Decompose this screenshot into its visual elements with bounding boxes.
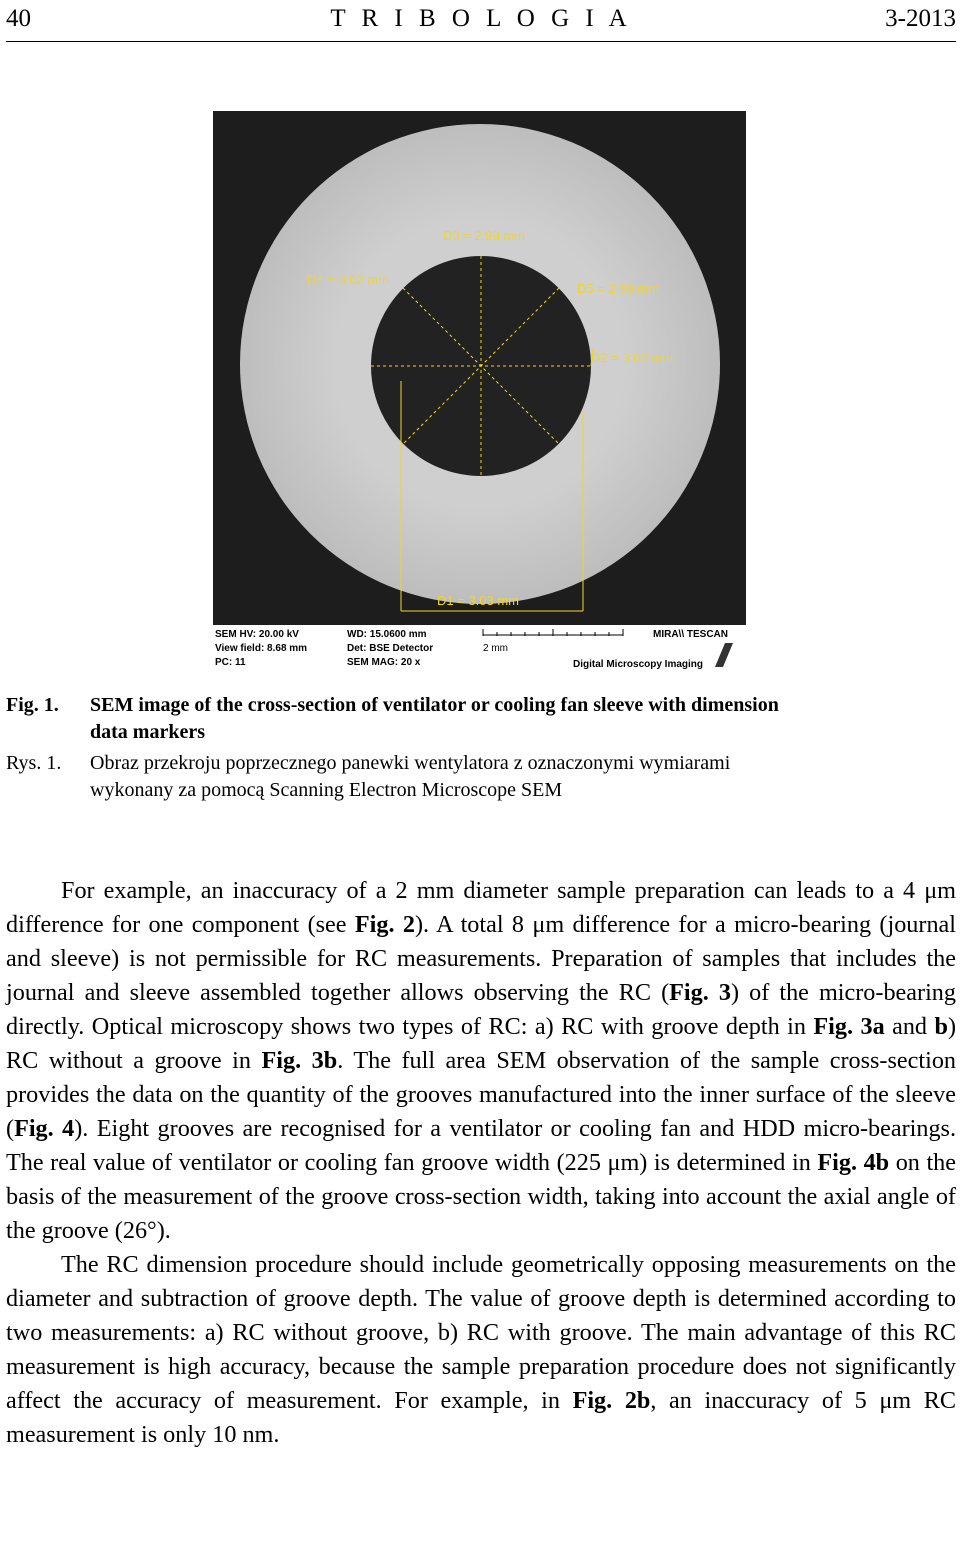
brand-label: MIRA\\ TESCAN bbox=[653, 629, 728, 640]
info-view-field: View field: 8.68 mm bbox=[215, 643, 308, 654]
info-mag: SEM MAG: 20 x bbox=[347, 657, 421, 668]
caption-pl-line1: Obraz przekroju poprzecznego panewki wentylatora z oznaczonymi wymiarami bbox=[90, 752, 731, 774]
header-rule bbox=[6, 41, 956, 42]
label-d5: D5 = 2.99 mm bbox=[577, 281, 660, 296]
caption-en-line1: SEM image of the cross-section of ventilator or cooling fan sleeve with dimension bbox=[90, 694, 779, 716]
info-hv: SEM HV: 20.00 kV bbox=[215, 629, 299, 640]
caption-pl-text bbox=[90, 750, 956, 804]
info-det: Det: BSE Detector bbox=[347, 643, 434, 654]
imaging-label: Digital Microscopy Imaging bbox=[573, 659, 704, 670]
caption-en-text bbox=[90, 692, 956, 746]
scale-label: 2 mm bbox=[483, 643, 508, 654]
sem-image bbox=[213, 111, 746, 671]
info-wd: WD: 15.0600 mm bbox=[347, 629, 427, 640]
page-number: 40 bbox=[6, 5, 31, 32]
paragraph-1: For example, an inaccuracy of a 2 mm diameter sample preparation can leads to a 4 μm difference for one component (see Fig. 2). A total 8 μm difference for a micro-bearing (journal and sleeve) is not permissible for RC measurements. Preparation of samples that includes the journal and sleeve assembled together allows observing the RC (Fig. 3) of the micro-bearing directly. Optical microscopy shows two types of RC: a) RC with groove depth in Fig. 3a and b) RC without a groove in Fig. 3b. The full area SEM observation of the sample cross-section provides the data on the quantity of the grooves manufactured into the inner surface of the sleeve (Fig. 4). Eight grooves are recognised for a ventilator or cooling fan and HDD micro-bearings. The real value of ventilator or cooling fan groove width (225 μm) is determined in Fig. 4b on the basis of the measurement of the groove cross-section width, taking into account the axial angle of the groove (26°). bbox=[6, 877, 957, 1244]
caption-pl-number: Rys. 1. bbox=[6, 752, 62, 774]
label-d4: D4 = 3.02 mm bbox=[307, 272, 390, 287]
info-pc: PC: 11 bbox=[215, 657, 246, 668]
page-header bbox=[6, 0, 956, 44]
label-d2: D2 = 3.02 mm bbox=[591, 350, 674, 365]
label-d3: D3 = 2.99 mm bbox=[443, 228, 526, 243]
journal-title: T R I B O L O G I A bbox=[330, 5, 632, 32]
issue-number: 3-2013 bbox=[885, 5, 956, 32]
caption-en-line2: data markers bbox=[90, 721, 205, 743]
caption-pl-line2: wykonany za pomocą Scanning Electron Microscope SEM bbox=[90, 779, 563, 801]
sem-figure bbox=[213, 111, 746, 671]
label-d1: D1 = 3.03 mm bbox=[437, 593, 520, 608]
body-text bbox=[6, 874, 956, 1452]
caption-en-number: Fig. 1. bbox=[6, 694, 59, 716]
paragraph-2: The RC dimension procedure should include geometrically opposing measurements on the diameter and subtraction of groove depth. The value of groove depth is determined according to two measurements: a) RC without groove, b) RC with groove. The main advantage of this RC measurement is high accuracy, because the sample preparation procedure does not significantly affect the accuracy of measurement. For example, in Fig. 2b, an inaccuracy of 5 μm RC measurement is only 10 nm. bbox=[6, 1251, 956, 1448]
